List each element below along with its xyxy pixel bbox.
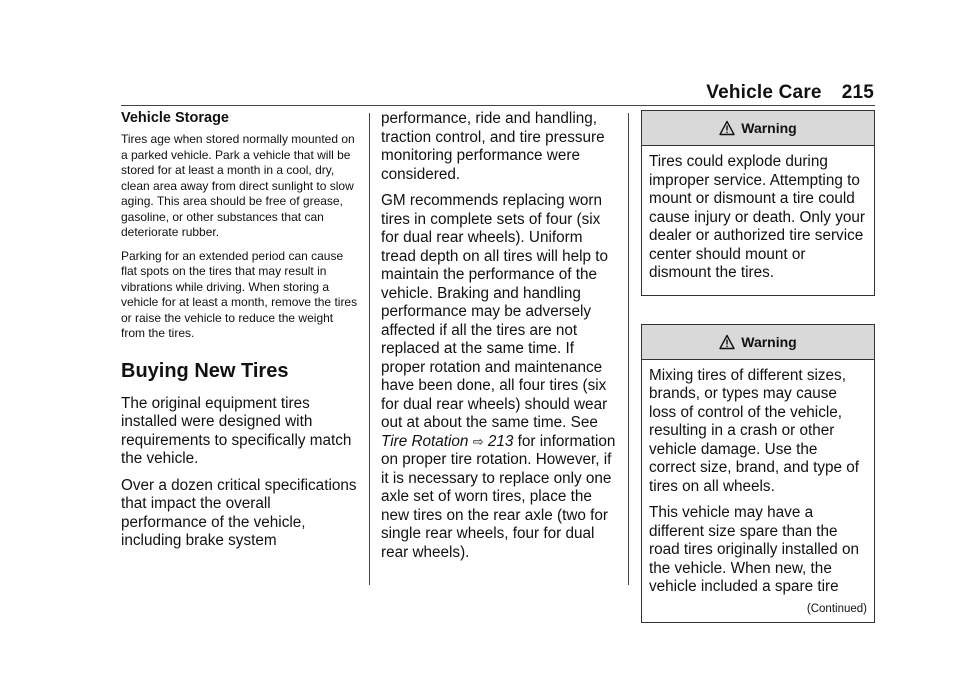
storage-paragraph: Tires age when stored normally mounted on a parked vehicle. Park a vehicle that will be stored for at least a month in a cool, dry, clean area away from direct sunlight to slow aging. This area should be free of grease, gasoline, or other substances that can deteriorate rubber. (121, 132, 355, 239)
column-right (641, 110, 875, 651)
paragraph-text: GM recommends replacing worn tires in complete sets of four (six for dual rear wheels). Uniform tread depth on all tires will help to maintain the performance of the vehicle. Braking and handling performance may be adversely affected if all the tires are not replaced at the same time. If proper rotation and maintenance have been done, all four tires (six for dual rear wheels) should wear out at about the same time. See (381, 192, 609, 431)
column-middle (381, 110, 617, 570)
link-page: 213 (487, 432, 514, 450)
column-divider (369, 113, 370, 585)
body-paragraph: Over a dozen critical specifications that impact the overall performance of the vehicle, including brake system (121, 476, 357, 549)
storage-paragraph: Parking for an extended period can cause flat spots on the tires that may result in vibrations while driving. When storing a vehicle for at least a month, remove the tires or raise the vehicle to reduce the weight from the tires. (121, 248, 358, 340)
warning-body (642, 146, 874, 295)
link-text: Tire Rotation (381, 432, 469, 450)
page-header (706, 82, 874, 104)
body-paragraph: performance, ride and handling, traction control, and tire pressure monitoring performance were considered. (381, 110, 605, 183)
warning-text: Tires could explode during improper service. Attempting to mount or dismount a tire could cause injury or death. Only your dealer or authorized tire service center should mount or dismount the tires. (649, 153, 865, 281)
column-divider (628, 113, 629, 585)
section-title: Vehicle Care (706, 82, 822, 103)
continued-label: (Continued) (806, 602, 867, 615)
warning-title: Warning (741, 120, 797, 136)
warning-triangle-icon (719, 334, 735, 350)
warning-box (641, 324, 875, 623)
warning-body (642, 360, 874, 622)
paragraph-text: for information on proper tire rotation. However, if it is necessary to replace only one axle set of worn tires, place the new tires on the rear axle (two for single rear wheels, four for dual rear wheels). (381, 432, 616, 561)
warning-text: This vehicle may have a different size spare than the road tires originally installed on the vehicle. When new, the vehicle included a spare tire (649, 504, 860, 595)
body-paragraph: The original equipment tires installed were designed with requirements to specifically match the vehicle. (121, 394, 352, 467)
page-number: 215 (841, 82, 874, 103)
buying-new-tires-heading: Buying New Tires (121, 359, 289, 382)
warning-triangle-icon (719, 120, 735, 136)
warning-text: Mixing tires of different sizes, brands, or types may cause loss of control of the vehicle, resulting in a crash or other vehicle damage. Use the correct size, brand, and type of tires on all wheels. (649, 366, 860, 495)
header-rule (121, 105, 875, 106)
tire-rotation-link[interactable] (381, 433, 513, 450)
warning-title: Warning (741, 333, 797, 350)
vehicle-storage-heading: Vehicle Storage (121, 110, 229, 126)
column-left (121, 110, 359, 559)
warning-header (642, 325, 874, 360)
warning-box (641, 110, 875, 296)
body-paragraph (381, 192, 617, 562)
warning-header (642, 111, 874, 146)
page-ref-arrow-icon: ⇨ (472, 433, 484, 449)
